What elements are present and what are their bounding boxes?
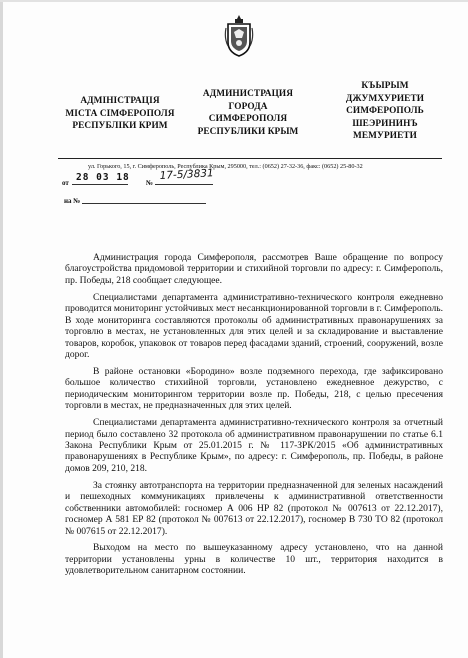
number-label: № [146,179,154,187]
header-line: ШЕЭРИНИНЪ [352,118,418,129]
header-crimean-tatar [325,80,445,143]
header-line: СИМФЕРОПОЛЯ [208,114,288,124]
date-underline [72,184,128,185]
header-line: АДМИНИСТРАЦИЯ [202,89,294,99]
header-line: МІСТА СІМФЕРОПОЛЯ [65,108,175,119]
header-ukrainian [60,95,180,133]
body-paragraph: Администрация города Симферополя, рассмотрев Ваше обращение по вопросу благоустройства придомовой территории и стихийной торговли по адресу: г. Симферополь, пр. Победы, 218 сообщает следующее. [65,252,443,286]
date-label: от [62,179,69,187]
body-paragraph: Специалистами департамента административно-технического контроля за отчетный период было составлено 32 протокола об административном правонарушении по статье 6.1 Закона Республики Крым от 25.01.2015 г. № 117-ЗРК/2015 «Об административных правонарушениях в Республике Крым», по адресу: г. Симферополь, пр. Победы, в районе домов 209, 210, 218. [65,417,443,474]
scan-edge-top [0,0,468,2]
header-russian [190,88,306,138]
body-paragraph: В районе остановки «Бородино» возле подземного перехода, где зафиксировано большое количество стихийной торговли, установлено ежедневное дежурство, с периодическим мониторингом территории возле пр. Победы, 218, с целью пресечения торговли в местах, не предназначенных для этих целей. [65,365,443,412]
body-paragraph: Специалистами департамента административно-технического контроля ежедневно проводится мониторинг устойчивых мест несанкционированной торговли в г. Симферополь. В ходе мониторинга составляются протоколы об административных правонарушениях за торговлю в местах, не установленных для этих целей и за складирование и выставление товаров, коробок, упаковок от товаров перед фасадами зданий, строений, сооружений, возле дорог. [65,291,443,361]
header-divider [58,158,442,159]
header-line: РЕСПУБЛІКИ КРИМ [72,121,168,131]
coat-of-arms-icon [224,14,254,58]
header-line: АДМІНІСТРАЦІЯ [80,96,160,106]
scan-edge [0,0,3,658]
header-line: МЕМУРИЕТИ [352,131,418,141]
outgoing-date: 28 03 18 [76,172,130,183]
body-paragraph: За стоянку автотранспорта на территории предназначенной для зеленых насаждений и пешеходных коммуникациях привлечены к административной ответственности собственники автомобилей: госномер А 006 НР 82 (протокол № 007613 от 22.12.2017), госномер А 581 ЕР 82 (протокол № 007613 от 22.12.2017), госномер В 730 ТО 82 (протокол № 007615 от 22.12.2017). [65,479,443,537]
header-line: ГОРОДА [228,101,268,112]
reply-to-label: на № [64,197,81,205]
body-paragraph: Выходом на место по вышеуказанному адресу установлено, что на данной территории установлены урны в количестве 10 шт., территория находится в удовлетворительном санитарном состоянии. [65,542,443,577]
outgoing-number: 17-5/3831 [159,167,215,182]
header-line: РЕСПУБЛИКИ КРЫМ [197,126,299,137]
number-underline [155,184,213,185]
letter-body [65,252,443,582]
reply-to-underline [82,203,206,204]
header-line: КЪЫРЫМ [361,81,409,91]
header-line: СИМФЕРОПОЛЬ [346,106,424,116]
header-line: ДЖУМХУРИЕТИ [345,93,425,104]
contact-address: ул. Горького, 15, г. Симферополь, Республика Крым, 295000, тел.: (0652) 27-32-36, факс: (0652) 25-80-32 [88,163,363,170]
